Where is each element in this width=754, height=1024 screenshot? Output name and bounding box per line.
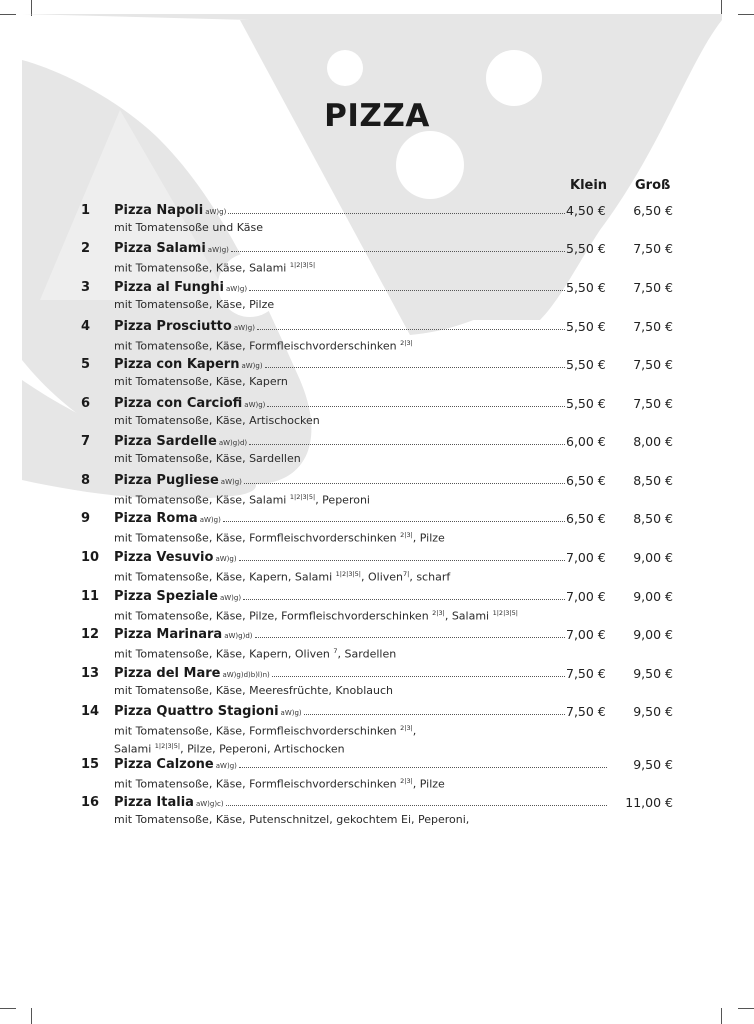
item-number: 3 xyxy=(81,280,91,295)
menu-item xyxy=(0,279,754,315)
item-number: 4 xyxy=(81,319,91,334)
dot-leader xyxy=(257,328,565,330)
item-allergens: aW)g)c) xyxy=(195,800,224,808)
menu-item xyxy=(0,395,754,431)
item-name: Pizza Italia xyxy=(114,795,194,810)
item-description: mit Tomatensoße, Käse, Formfleischvorderschinken $^{2|3|}$, Pilze xyxy=(114,777,445,791)
item-name: Pizza Quattro Stagioni xyxy=(114,704,279,719)
price-large: 9,50 € xyxy=(633,666,673,681)
item-description: mit Tomatensoße, Käse, Pilze, Formfleischvorderschinken $^{2|3|}$, Salami $^{1|2|3|5|}$ xyxy=(114,609,518,623)
item-title-line xyxy=(114,433,566,452)
price-small: 5,50 € xyxy=(566,357,606,372)
price-small: 5,50 € xyxy=(566,280,606,295)
dot-leader xyxy=(239,766,607,768)
column-header-small: Klein xyxy=(570,178,608,193)
item-name: Pizza Prosciutto xyxy=(114,319,232,334)
column-header-large: Groß xyxy=(635,178,671,193)
item-description: mit Tomatensoße, Käse, Formfleischvorderschinken $^{2|3|}$ xyxy=(114,339,413,353)
dot-leader xyxy=(228,212,565,214)
item-allergens: aW)g)d) xyxy=(218,439,248,447)
price-small: 6,50 € xyxy=(566,511,606,526)
dot-leader xyxy=(272,675,565,677)
menu-item xyxy=(0,433,754,469)
item-allergens: aW)g) xyxy=(207,246,229,254)
item-description: mit Tomatensoße, Käse, Artischocken xyxy=(114,414,320,427)
dot-leader xyxy=(239,559,565,561)
item-title-line xyxy=(114,279,566,298)
item-description: mit Tomatensoße und Käse xyxy=(114,221,264,234)
item-title-line xyxy=(114,202,566,221)
dot-leader xyxy=(223,520,565,522)
item-number: 16 xyxy=(81,795,100,810)
item-name: Pizza al Funghi xyxy=(114,280,224,295)
item-number: 8 xyxy=(81,473,91,488)
item-allergens: aW)g) xyxy=(241,362,263,370)
item-description: mit Tomatensoße, Käse, Putenschnitzel, gekochtem Ei, Peperoni, xyxy=(114,813,470,826)
price-small: 7,00 € xyxy=(566,627,606,642)
item-allergens: aW)g) xyxy=(215,762,237,770)
price-small: 6,00 € xyxy=(566,434,606,449)
price-large: 11,00 € xyxy=(625,795,673,810)
additive-marker: 2|3| xyxy=(400,531,413,539)
item-allergens: aW)g)d)b)l)n) xyxy=(222,671,270,679)
item-name: Pizza Roma xyxy=(114,511,198,526)
item-name: Pizza con Kapern xyxy=(114,357,240,372)
item-description: mit Tomatensoße, Käse, Meeresfrüchte, Knoblauch xyxy=(114,684,394,697)
item-number: 10 xyxy=(81,550,100,565)
dot-leader xyxy=(244,482,565,484)
item-name: Pizza del Mare xyxy=(114,666,221,681)
item-allergens: aW)g) xyxy=(215,555,237,563)
price-large: 6,50 € xyxy=(633,203,673,218)
item-description: mit Tomatensoße, Käse, Kapern xyxy=(114,375,288,388)
item-title-line xyxy=(114,626,566,645)
menu-item xyxy=(0,510,754,546)
additive-marker: 1|2|3|5| xyxy=(289,493,316,501)
additive-marker: 1|2|3|5| xyxy=(289,261,316,269)
price-small: 7,50 € xyxy=(566,666,606,681)
additive-marker: 2|3| xyxy=(400,724,413,732)
price-large: 9,00 € xyxy=(633,589,673,604)
item-description: mit Tomatensoße, Käse, Pilze xyxy=(114,298,275,311)
price-small: 6,50 € xyxy=(566,473,606,488)
dot-leader xyxy=(267,405,565,407)
item-number: 15 xyxy=(81,757,100,772)
item-description: mit Tomatensoße, Käse, Formfleischvorderschinken $^{2|3|}$, Pilze xyxy=(114,531,445,545)
menu-item xyxy=(0,703,754,756)
item-name: Pizza Vesuvio xyxy=(114,550,214,565)
dot-leader xyxy=(304,713,565,715)
price-large: 7,50 € xyxy=(633,319,673,334)
additive-marker: 2|3| xyxy=(400,777,413,785)
price-large: 7,50 € xyxy=(633,280,673,295)
item-title-line xyxy=(114,356,566,375)
additive-marker: 1|2|3|5| xyxy=(335,570,361,578)
item-number: 14 xyxy=(81,704,100,719)
item-allergens: aW)g) xyxy=(244,401,266,409)
additive-marker: 7 xyxy=(333,647,338,655)
item-title-line xyxy=(114,703,566,722)
item-number: 9 xyxy=(81,511,91,526)
price-large: 8,00 € xyxy=(633,434,673,449)
item-number: 6 xyxy=(81,396,91,411)
dot-leader xyxy=(249,443,565,445)
menu-item xyxy=(0,794,754,830)
item-title-line xyxy=(114,756,608,775)
dot-leader xyxy=(255,636,566,638)
item-name: Pizza Pugliese xyxy=(114,473,219,488)
item-title-line xyxy=(114,665,566,684)
item-number: 5 xyxy=(81,357,91,372)
item-number: 7 xyxy=(81,434,91,449)
item-allergens: aW)g) xyxy=(280,709,302,717)
item-title-line xyxy=(114,794,608,813)
item-allergens: aW)g) xyxy=(225,285,248,293)
item-description: mit Tomatensoße, Käse, Kapern, Oliven $^7$, Sardellen xyxy=(114,647,397,661)
item-number: 13 xyxy=(81,666,100,681)
menu-item xyxy=(0,549,754,585)
item-allergens: aW)g) xyxy=(220,478,242,486)
item-title-line xyxy=(114,510,566,529)
item-allergens: aW)g) xyxy=(199,516,221,524)
price-small: 4,50 € xyxy=(566,203,606,218)
page-title: PIZZA xyxy=(324,98,430,134)
item-number: 12 xyxy=(81,627,100,642)
menu-item xyxy=(0,756,754,792)
item-title-line xyxy=(114,240,566,259)
price-large: 8,50 € xyxy=(633,473,673,488)
price-large: 9,00 € xyxy=(633,627,673,642)
dot-leader xyxy=(243,598,565,600)
menu-item xyxy=(0,202,754,238)
item-name: Pizza Speziale xyxy=(114,589,218,604)
dot-leader xyxy=(226,804,607,806)
item-number: 11 xyxy=(81,589,100,604)
item-name: Pizza Marinara xyxy=(114,627,223,642)
item-title-line xyxy=(114,549,566,568)
item-number: 1 xyxy=(81,203,91,218)
price-large: 9,50 € xyxy=(633,757,673,772)
item-name: Pizza Napoli xyxy=(114,203,204,218)
menu-item xyxy=(0,626,754,662)
item-name: Pizza Salami xyxy=(114,241,206,256)
item-allergens: aW)g) xyxy=(233,324,255,332)
menu-item xyxy=(0,665,754,701)
menu-item xyxy=(0,472,754,508)
item-title-line xyxy=(114,395,566,414)
price-small: 5,50 € xyxy=(566,241,606,256)
item-title-line xyxy=(114,588,566,607)
additive-marker: 2|3| xyxy=(400,339,413,347)
menu-item xyxy=(0,240,754,276)
item-title-line xyxy=(114,318,566,337)
price-large: 8,50 € xyxy=(633,511,673,526)
additive-marker: 1|2|3|5| xyxy=(492,609,518,617)
item-name: Pizza Sardelle xyxy=(114,434,217,449)
item-allergens: aW)g) xyxy=(219,594,242,602)
item-description: mit Tomatensoße, Käse, Formfleischvorderschinken $^{2|3|}$, Salami $^{1|2|3|5|}$, Pilze, Peperoni, Artischocken xyxy=(114,724,417,756)
additive-marker: 1|2|3|5| xyxy=(154,741,181,750)
item-allergens: aW)g) xyxy=(205,208,227,216)
menu-item xyxy=(0,356,754,392)
item-name: Pizza Calzone xyxy=(114,757,214,772)
price-large: 7,50 € xyxy=(633,357,673,372)
price-large: 7,50 € xyxy=(633,241,673,256)
price-small: 7,00 € xyxy=(566,589,606,604)
price-small: 5,50 € xyxy=(566,396,606,411)
item-name: Pizza con Carciofi xyxy=(114,396,243,411)
additive-marker: 2|3| xyxy=(432,609,445,617)
item-description: mit Tomatensoße, Käse, Kapern, Salami $^{1|2|3|5|}$, Oliven$^{7|}$, scharf xyxy=(114,570,451,584)
price-large: 9,00 € xyxy=(633,550,673,565)
item-description: mit Tomatensoße, Käse, Sardellen xyxy=(114,452,301,465)
item-number: 2 xyxy=(81,241,91,256)
item-description: mit Tomatensoße, Käse, Salami $^{1|2|3|5|}$, Peperoni xyxy=(114,493,370,507)
dot-leader xyxy=(249,289,565,291)
additive-marker: 7| xyxy=(403,570,410,578)
price-small: 7,00 € xyxy=(566,550,606,565)
menu-item xyxy=(0,588,754,624)
item-title-line xyxy=(114,472,566,491)
price-large: 7,50 € xyxy=(633,396,673,411)
menu-item xyxy=(0,318,754,354)
price-large: 9,50 € xyxy=(633,704,673,719)
price-small: 7,50 € xyxy=(566,704,606,719)
item-allergens: aW)g)d) xyxy=(224,632,253,640)
price-small: 5,50 € xyxy=(566,319,606,334)
item-description: mit Tomatensoße, Käse, Salami $^{1|2|3|5|}$ xyxy=(114,261,316,275)
dot-leader xyxy=(265,366,565,368)
dot-leader xyxy=(231,250,565,252)
